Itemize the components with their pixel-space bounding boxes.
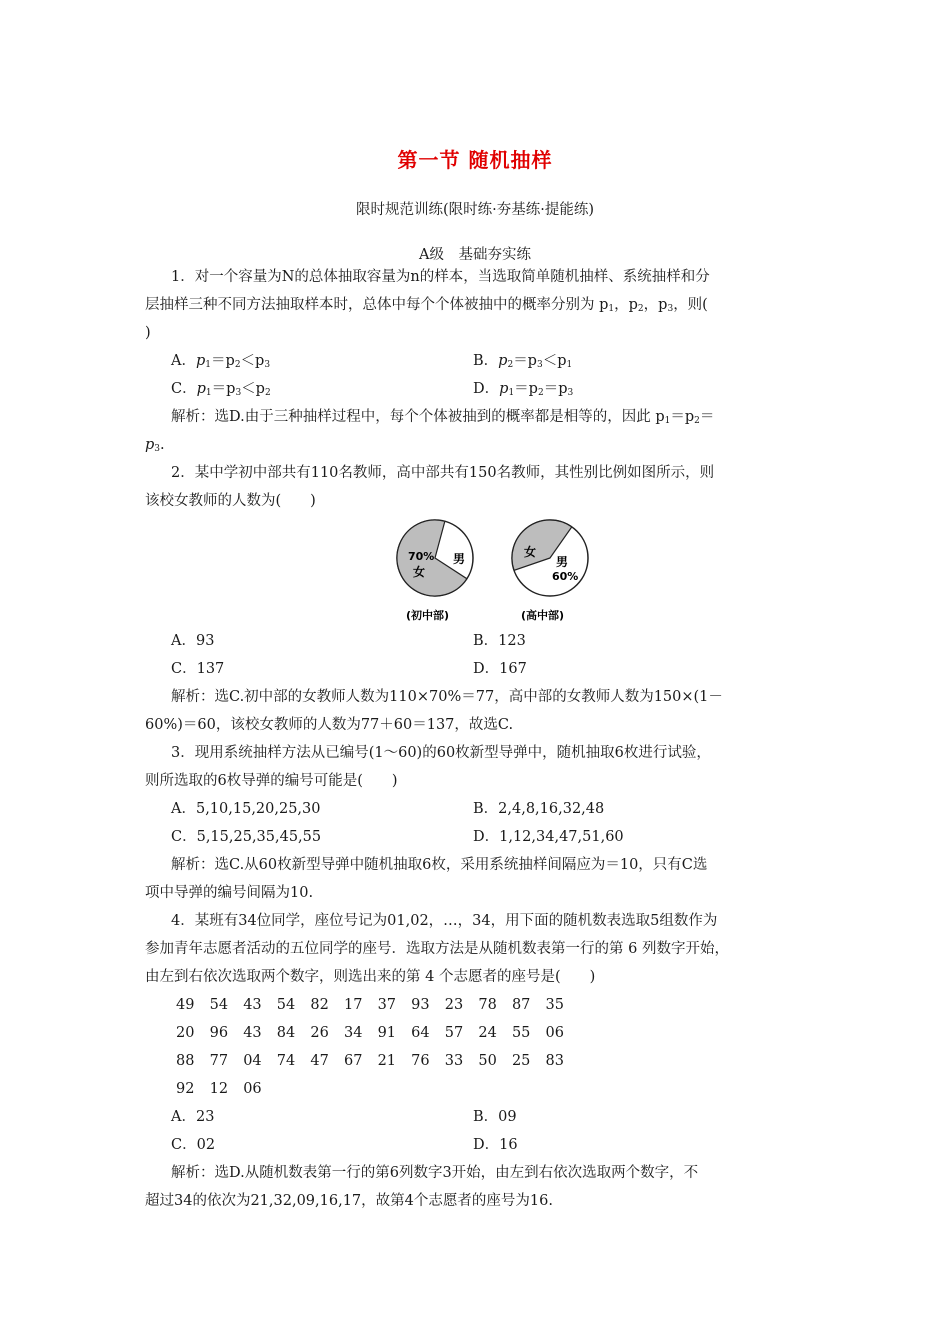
q1-stem-line3: )	[145, 325, 151, 341]
q4-option-b: B．09	[473, 1109, 517, 1125]
q3-option-b: B．2,4,8,16,32,48	[473, 801, 605, 817]
q3-option-d: D．1,12,34,47,51,60	[473, 829, 624, 845]
q3-stem-line1: 3．现用系统抽样方法从已编号(1～60)的60枚新型导弹中，随机抽取6枚进行试验，	[171, 745, 711, 761]
q1-option-c: C．$p_1=p_3<p_2$	[171, 381, 271, 398]
q3-option-c: C．5,15,25,35,45,55	[171, 829, 322, 845]
random-table-row-1: 49 54 43 54 82 17 37 93 23 78 87 35	[176, 997, 564, 1013]
page-subtitle: 限时规范训练(限时练·夯基练·提能练)	[355, 202, 595, 218]
q2-answer-line2: 60%)＝60，该校女教师的人数为77＋60＝137，故选C.	[145, 717, 514, 733]
q2-option-a: A．93	[171, 633, 215, 649]
q3-answer-line1: 解析：选C.从60枚新型导弹中随机抽取6枚，采用系统抽样间隔应为＝10，只有C选	[171, 857, 708, 873]
junior-pie-chart	[397, 520, 473, 622]
q1-stem-line2: 层抽样三种不同方法抽取样本时，总体中每个个体被抽中的概率分别为 $p_1$，$p_2$，$p_3$，则(	[145, 297, 708, 314]
q4-option-a: A．23	[171, 1109, 215, 1125]
q4-option-d: D．16	[473, 1137, 518, 1153]
q3-stem-line2: 则所选取的6枚导弹的编号可能是( )	[145, 773, 398, 789]
q1-option-d: D．$p_1=p_2=p_3$	[473, 381, 574, 398]
junior-female-label: 女	[413, 565, 426, 579]
pie-charts-figure	[380, 518, 610, 628]
q4-stem-line3: 由左到右依次选取两个数字，则选出来的第 4 个志愿者的座号是( )	[145, 969, 596, 985]
senior-male-label: 男	[556, 555, 569, 569]
q2-stem-line2: 该校女教师的人数为( )	[145, 493, 316, 509]
q3-answer-line2: 项中导弹的编号间隔为10.	[145, 885, 314, 901]
q4-answer-line2: 超过34的依次为21,32,09,16,17，故第4个志愿者的座号为16.	[145, 1193, 553, 1209]
q4-stem-line2: 参加青年志愿者活动的五位同学的座号．选取方法是从随机数表第一行的第 6 列数字开始，	[145, 941, 729, 957]
junior-female-pct: 70%	[408, 550, 435, 563]
q2-answer-line1: 解析：选C.初中部的女教师人数为110×70%＝77，高中部的女教师人数为150×(1－	[171, 689, 723, 705]
q1-answer-line2: $p_3$.	[145, 437, 165, 454]
q2-stem-line1: 2．某中学初中部共有110名教师，高中部共有150名教师，其性别比例如图所示，则	[171, 465, 715, 481]
q1-answer-line1: 解析：选D.由于三种抽样过程中，每个个体被抽到的概率都是相等的，因此 $p_1=p_2=$	[171, 409, 715, 426]
junior-caption: (初中部)	[406, 609, 450, 622]
senior-pie-chart	[512, 520, 588, 622]
q2-option-b: B．123	[473, 633, 526, 649]
q4-answer-line1: 解析：选D.从随机数表第一行的第6列数字3开始，由左到右依次选取两个数字，不	[171, 1165, 699, 1181]
q1-option-b: B．$p_2=p_3<p_1$	[473, 353, 573, 370]
senior-caption: (高中部)	[521, 609, 565, 622]
random-table-row-2: 20 96 43 84 26 34 91 64 57 24 55 06	[176, 1025, 564, 1041]
q1-option-a: A．$p_1=p_2<p_3$	[171, 353, 271, 370]
random-table-row-4: 92 12 06	[176, 1081, 262, 1097]
q2-option-c: C．137	[171, 661, 225, 677]
q4-stem-line1: 4．某班有34位同学，座位号记为01,02，…，34，用下面的随机数表选取5组数作为	[171, 913, 718, 929]
random-table-row-3: 88 77 04 74 47 67 21 76 33 50 25 83	[176, 1053, 564, 1069]
level-heading: A级 基础夯实练	[419, 247, 531, 263]
q1-stem-line1: 1．对一个容量为N的总体抽取容量为n的样本，当选取简单随机抽样、系统抽样和分	[171, 269, 710, 285]
senior-female-label: 女	[524, 545, 537, 559]
junior-male-label: 男	[453, 552, 466, 566]
q2-option-d: D．167	[473, 661, 527, 677]
page-title: 第一节 随机抽样	[397, 148, 553, 172]
q3-option-a: A．5,10,15,20,25,30	[171, 801, 321, 817]
q4-option-c: C．02	[171, 1137, 216, 1153]
senior-male-pct: 60%	[552, 570, 579, 583]
